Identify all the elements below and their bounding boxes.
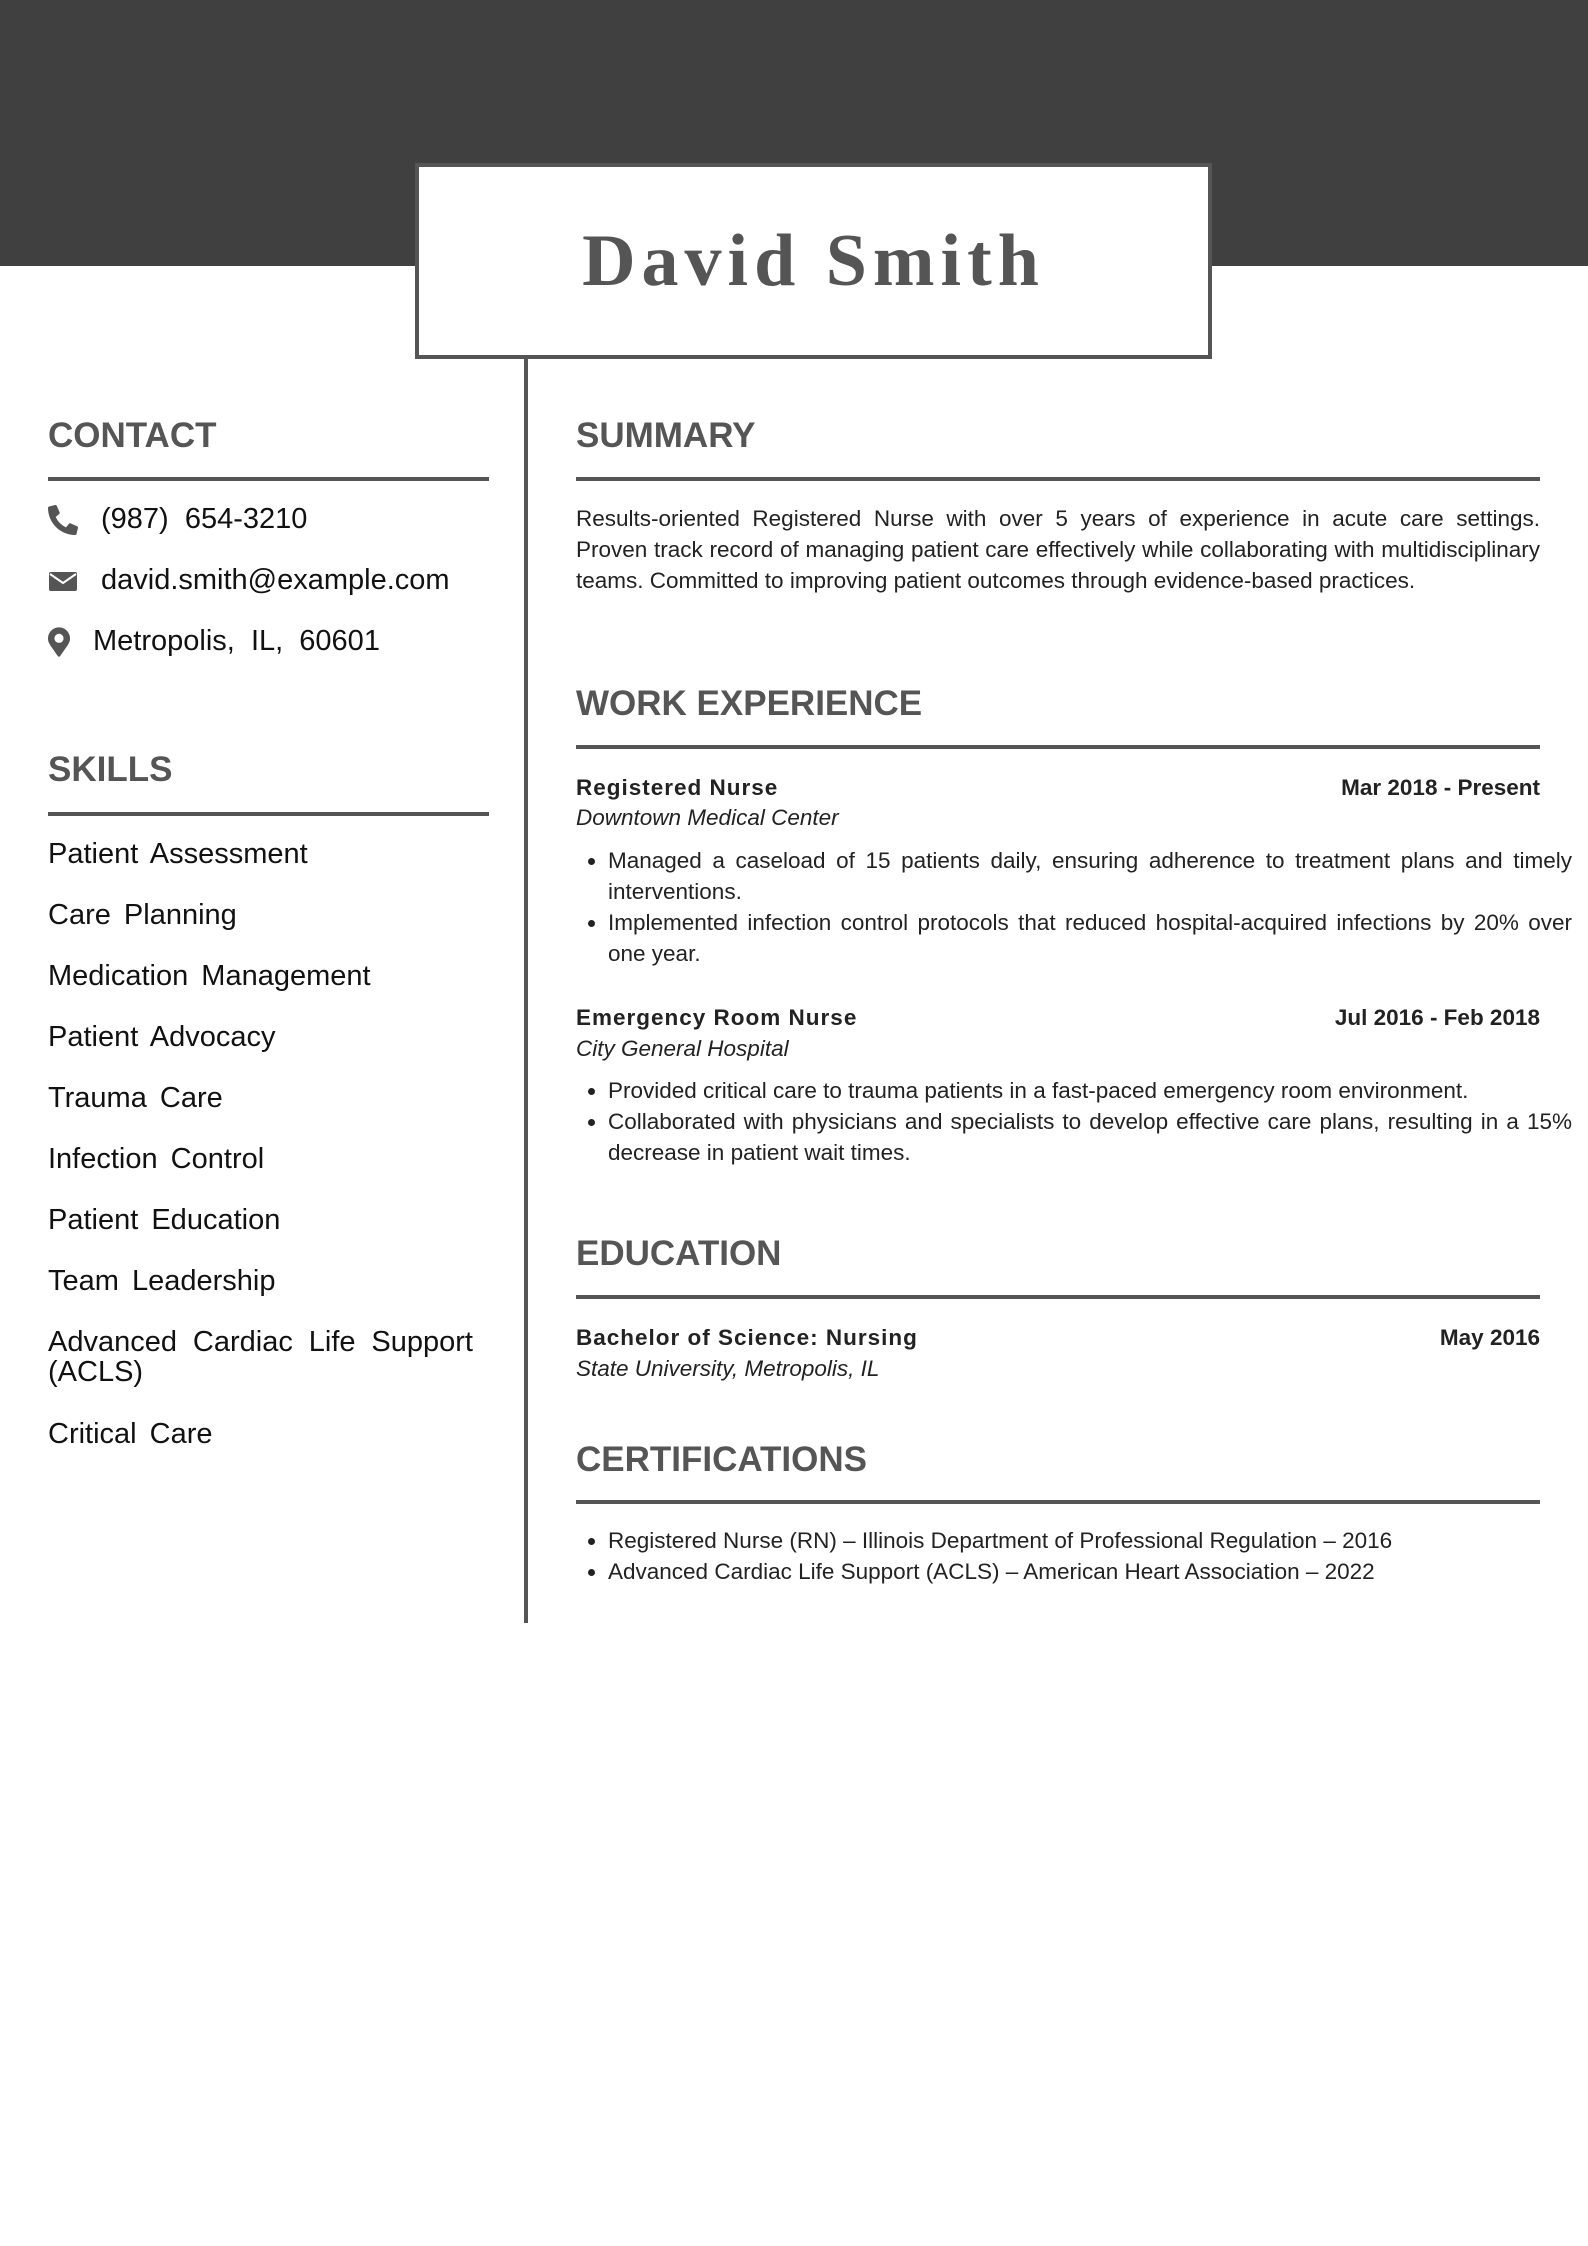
name-box — [415, 163, 1212, 359]
certification-item: • Advanced Cardiac Life Support (ACLS) – American Heart Association – 2022 — [608, 1556, 1572, 1587]
job-bullet: • Provided critical care to trauma patients in a fast-paced emergency room environment. — [608, 1075, 1572, 1106]
envelope-icon — [48, 566, 78, 596]
contact-location-row — [48, 625, 380, 658]
skills-rule — [48, 812, 489, 816]
contact-location: Metropolis, IL, 60601 — [93, 625, 380, 657]
certifications-heading: CERTIFICATIONS — [576, 1440, 868, 1479]
certification-list — [576, 1525, 1572, 1587]
skill-item: Medication Management — [48, 960, 371, 992]
skill-item: Patient Assessment — [48, 838, 308, 870]
school: State University, Metropolis, IL — [576, 1356, 880, 1381]
skill-item: Patient Education — [48, 1204, 281, 1236]
contact-rule — [48, 477, 489, 481]
certifications-rule — [576, 1500, 1540, 1504]
job-title: Registered Nurse — [576, 775, 779, 800]
skill-item: Team Leadership — [48, 1265, 276, 1297]
job-bullet: • Collaborated with physicians and specialists to develop effective care plans, resulting in a 15% decrease in patient wait times. — [608, 1106, 1572, 1168]
contact-email-row — [48, 564, 450, 597]
work-rule — [576, 745, 1540, 749]
contact-phone[interactable]: (987) 654-3210 — [101, 503, 308, 535]
certification-item: • Registered Nurse (RN) – Illinois Department of Professional Regulation – 2016 — [608, 1525, 1572, 1556]
skill-item: Advanced Cardiac Life Support (ACLS) — [48, 1326, 473, 1388]
skill-item: Infection Control — [48, 1143, 265, 1175]
skill-item: Care Planning — [48, 899, 237, 931]
summary-rule — [576, 477, 1540, 481]
job-dates: Mar 2018 - Present — [1341, 775, 1540, 800]
skill-item: Critical Care — [48, 1418, 213, 1450]
job-bullet: • Implemented infection control protocols that reduced hospital-acquired infections by 20% over one year. — [608, 907, 1572, 969]
job-bullets — [576, 1075, 1572, 1168]
job-bullet: • Managed a caseload of 15 patients daily, ensuring adherence to treatment plans and timely interventions. — [608, 845, 1572, 907]
map-pin-icon — [48, 627, 70, 657]
work-heading: WORK EXPERIENCE — [576, 684, 923, 723]
phone-icon — [48, 505, 78, 535]
job-organization: City General Hospital — [576, 1036, 789, 1061]
job-bullets — [576, 845, 1572, 969]
column-divider — [524, 359, 528, 1623]
skills-heading: SKILLS — [48, 750, 173, 789]
contact-email[interactable]: david.smith@example.com — [101, 564, 450, 596]
job-dates: Jul 2016 - Feb 2018 — [1334, 1005, 1540, 1030]
contact-phone-row — [48, 503, 307, 536]
contact-heading: CONTACT — [48, 416, 217, 455]
job-organization: Downtown Medical Center — [576, 805, 839, 830]
skill-item: Trauma Care — [48, 1082, 223, 1114]
degree-date: May 2016 — [1439, 1325, 1540, 1350]
summary-heading: SUMMARY — [576, 416, 756, 455]
job-title: Emergency Room Nurse — [576, 1005, 858, 1030]
person-name: David Smith — [582, 219, 1045, 302]
degree: Bachelor of Science: Nursing — [576, 1325, 918, 1350]
summary-text: Results-oriented Registered Nurse with over 5 years of experience in acute care settings. Proven track record of managing patient care effectively while collaborating with multidisciplinary teams. Committed to improving patient outcomes through evidence-based practices. — [576, 506, 1540, 593]
education-rule — [576, 1295, 1540, 1299]
education-heading: EDUCATION — [576, 1234, 782, 1273]
skill-item: Patient Advocacy — [48, 1021, 276, 1053]
